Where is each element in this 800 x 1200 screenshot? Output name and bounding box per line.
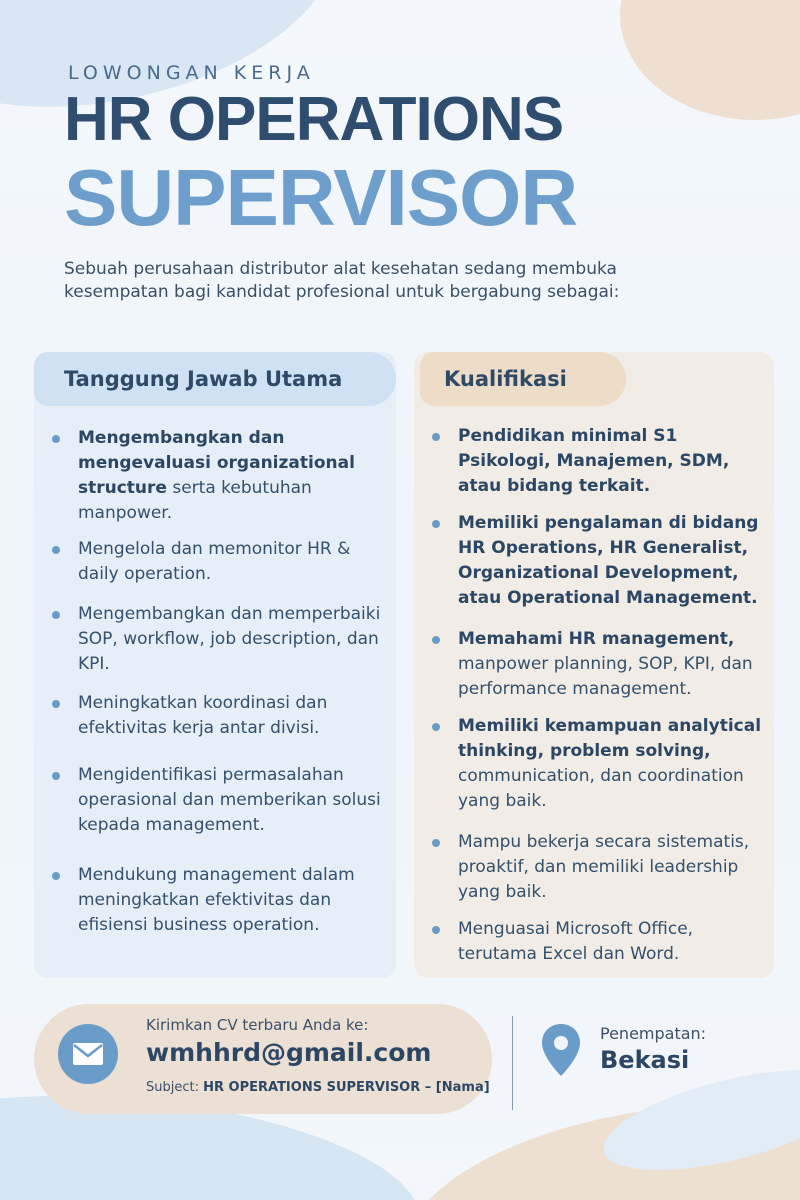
list-item-bold: Mengembangkan dan mengevaluasi organizational structure bbox=[78, 428, 355, 498]
list-item bbox=[52, 537, 392, 587]
intro-text: Sebuah perusahaan distributor alat kesehatan sedang membuka kesempatan bagi kandidat profesional untuk bergabung sebagai: bbox=[64, 259, 620, 302]
bullet-icon bbox=[52, 872, 60, 880]
list-item-bold: Pendidikan minimal S1 Psikologi, Manajemen, SDM, atau bidang terkait. bbox=[458, 426, 730, 496]
bullet-icon bbox=[432, 433, 440, 441]
bullet-icon bbox=[432, 723, 440, 731]
bullet-icon bbox=[432, 926, 440, 934]
bullet-icon bbox=[52, 435, 60, 443]
list-item-text: communication, dan coordination yang baik. bbox=[458, 766, 744, 811]
divider bbox=[512, 1016, 513, 1110]
map-pin-icon bbox=[540, 1022, 582, 1082]
bullet-icon bbox=[52, 700, 60, 708]
list-item bbox=[52, 863, 392, 938]
qualifications-list bbox=[432, 424, 772, 979]
list-item bbox=[432, 627, 772, 702]
list-item bbox=[52, 691, 392, 741]
subject-label: Subject: bbox=[146, 1080, 204, 1095]
list-item-text: Mampu bekerja secara sistematis, proaktif, dan memiliki leadership yang baik. bbox=[458, 832, 750, 902]
list-item-bold: Memiliki pengalaman di bidang HR Operations, HR Generalist, Organizational Development, atau Operational Management. bbox=[458, 513, 759, 608]
list-item-text: Meningkatkan koordinasi dan efektivitas kerja antar divisi. bbox=[78, 693, 328, 738]
qualifications-heading: Kualifikasi bbox=[420, 352, 626, 406]
bullet-icon bbox=[432, 839, 440, 847]
bullet-icon bbox=[432, 636, 440, 644]
placement-location: Bekasi bbox=[600, 1046, 690, 1074]
bullet-icon bbox=[52, 772, 60, 780]
list-item bbox=[52, 426, 392, 526]
list-item bbox=[432, 917, 772, 967]
list-item bbox=[432, 714, 772, 814]
list-item-text: Mengembangkan dan memperbaiki SOP, workflow, job description, dan KPI. bbox=[78, 604, 381, 674]
list-item-bold: Memiliki kemampuan analytical thinking, problem solving, bbox=[458, 716, 762, 761]
responsibilities-heading: Tanggung Jawab Utama bbox=[34, 352, 396, 406]
job-vacancy-kicker: LOWONGAN KERJA bbox=[68, 62, 315, 84]
list-item-text: serta kebutuhan manpower. bbox=[78, 478, 312, 523]
list-item-text: manpower planning, SOP, KPI, dan performance management. bbox=[458, 654, 753, 699]
list-item-text: Menguasai Microsoft Office, terutama Excel dan Word. bbox=[458, 919, 694, 964]
subject-value: HR OPERATIONS SUPERVISOR – [Nama] bbox=[203, 1080, 490, 1095]
list-item-bold: Memahami HR management, bbox=[458, 629, 735, 649]
list-item bbox=[432, 511, 772, 611]
placement-label: Penempatan: bbox=[600, 1024, 707, 1043]
email-address[interactable]: wmhhrd@gmail.com bbox=[146, 1038, 432, 1067]
list-item-text: Mendukung management dalam meningkatkan efektivitas dan efisiensi business operation. bbox=[78, 865, 355, 935]
job-title-line2: SUPERVISOR bbox=[64, 153, 578, 242]
send-cv-label: Kirimkan CV terbaru Anda ke: bbox=[146, 1016, 369, 1034]
email-subject bbox=[146, 1080, 490, 1095]
list-item-text: Mengidentifikasi permasalahan operasional dan memberikan solusi kepada management. bbox=[78, 765, 381, 835]
list-item bbox=[52, 763, 392, 838]
bullet-icon bbox=[52, 546, 60, 554]
background-wave-top-right bbox=[620, 0, 800, 120]
responsibilities-list bbox=[52, 426, 392, 938]
job-title-line1: HR OPERATIONS bbox=[64, 85, 564, 154]
bullet-icon bbox=[432, 520, 440, 528]
list-item bbox=[52, 602, 392, 677]
envelope-icon bbox=[58, 1024, 118, 1084]
list-item-text: Mengelola dan memonitor HR & daily operation. bbox=[78, 539, 351, 584]
list-item bbox=[432, 424, 772, 499]
list-item bbox=[432, 830, 772, 905]
bullet-icon bbox=[52, 611, 60, 619]
